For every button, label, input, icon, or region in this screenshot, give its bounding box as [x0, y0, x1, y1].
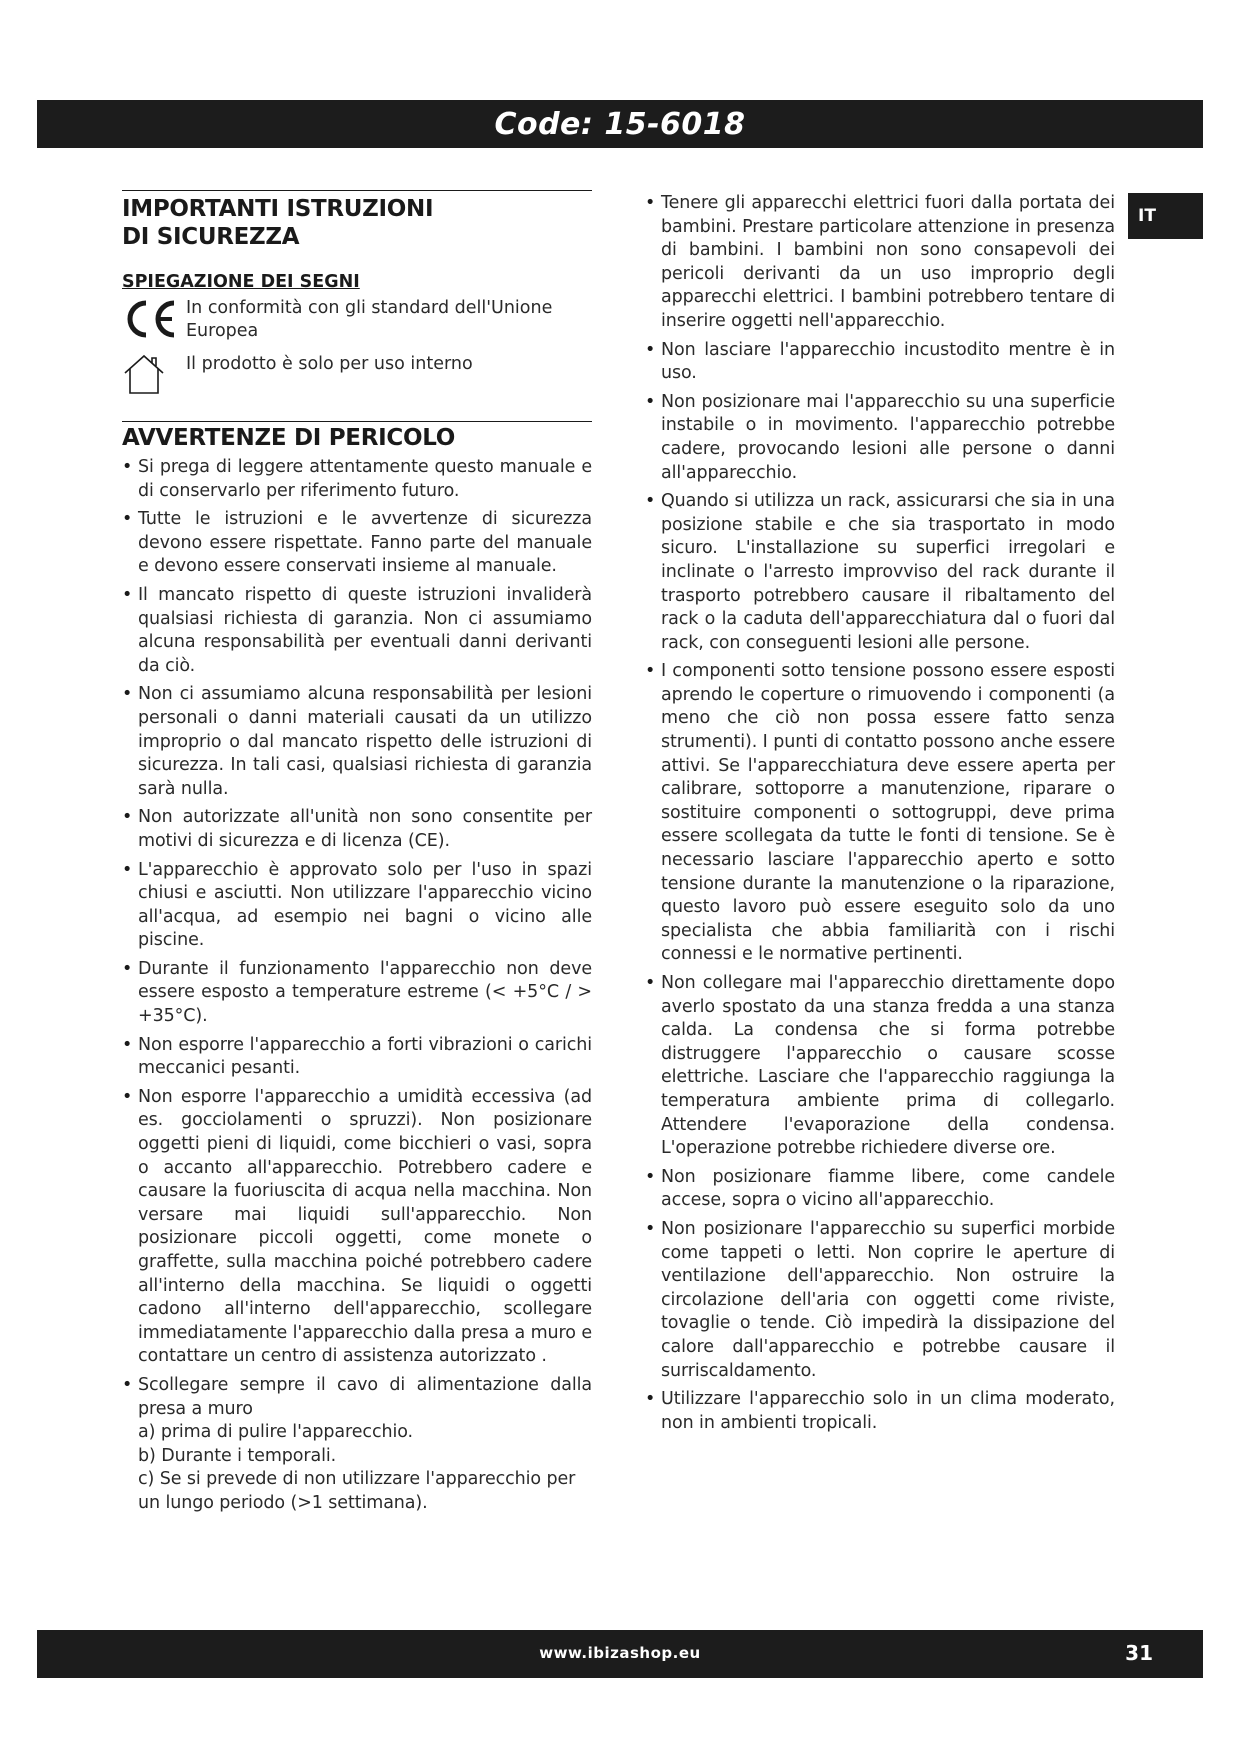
sign-ce-text: In conformità con gli standard dell'Unione Europea	[186, 298, 553, 341]
ce-mark-icon	[122, 297, 186, 345]
house-icon	[122, 353, 186, 399]
list-item: • Non posizionare l'apparecchio su superfici morbide come tappeti o letti. Non coprire le aperture di ventilazione dell'apparecchio. Non ostruire la circolazione dell'aria con oggetti come riviste, tovaglie o tende. Ciò impedirà la dissipazione del calore dall'apparecchio e potrebbe causare il surriscaldamento.	[645, 1218, 1115, 1383]
safety-title-line2: DI SICUREZZA	[122, 224, 300, 250]
list-item: • Non ci assumiamo alcuna responsabilità per lesioni personali o danni materiali causati da un utilizzo improprio o dal mancato rispetto delle istruzioni di sicurezza. In tali casi, qualsiasi richiesta di garanzia sarà nulla.	[122, 683, 592, 801]
section-divider	[122, 190, 592, 191]
list-item: • Utilizzare l'apparecchio solo in un clima moderato, non in ambienti tropicali.	[645, 1388, 1115, 1435]
header-bar	[37, 100, 1203, 148]
warnings-list-left	[122, 456, 592, 1516]
list-item: • Non esporre l'apparecchio a forti vibrazioni o carichi meccanici pesanti.	[122, 1034, 592, 1081]
sign-ce	[122, 297, 592, 345]
list-item: • Tenere gli apparecchi elettrici fuori dalla portata dei bambini. Prestare particolare attenzione in presenza di bambini. I bambini non sono consapevoli dei pericoli derivanti da un uso improprio degli apparecchi elettrici. I bambini potrebbero tentare di inserire oggetti nell'apparecchio.	[645, 192, 1115, 334]
list-item: • Durante il funzionamento l'apparecchio non deve essere esposto a temperature estreme (< +5°C / > +35°C).	[122, 958, 592, 1029]
warnings-title: AVVERTENZE DI PERICOLO	[122, 425, 455, 451]
list-item: • Si prega di leggere attentamente questo manuale e di conservarlo per riferimento futuro.	[122, 456, 592, 503]
list-item: • Non posizionare mai l'apparecchio su una superficie instabile o in movimento. l'apparecchio potrebbe cadere, provocando lesioni alle persone o danni all'apparecchio.	[645, 391, 1115, 485]
safety-title	[122, 195, 592, 251]
sign-indoor-text: Il prodotto è solo per uso interno	[186, 354, 473, 374]
website-link[interactable]: www.ibizashop.eu	[539, 1644, 701, 1662]
unplug-b: b) Durante i temporali.	[138, 1445, 337, 1466]
list-item: • I componenti sotto tensione possono essere esposti aprendo le coperture o rimuovendo i componenti (a meno che ciò non possa essere fatto senza strumenti). I punti di contatto possono anche essere attivi. Se l'apparecchiatura deve essere aperta per calibrare, sottoporre a manutenzione, riparare o sostituire componenti o sottogruppi, deve prima essere scollegata da tutte le fonti di tensione. Se è necessario lasciare l'apparecchio aperto e sotto tensione durante la manutenzione o la riparazione, questo lavoro può essere eseguito solo da uno specialista che abbia familiarità con i rischi connessi e le normative pertinenti.	[645, 660, 1115, 967]
unplug-c: c) Se si prevede di non utilizzare l'apparecchio per un lungo periodo (>1 settimana).	[138, 1469, 576, 1513]
product-code: Code: 15-6018	[494, 106, 746, 142]
footer-bar	[37, 1630, 1203, 1678]
left-column	[122, 190, 592, 1521]
list-item: • Non lasciare l'apparecchio incustodito mentre è in uso.	[645, 339, 1115, 386]
unplug-intro: • Scollegare sempre il cavo di alimentazione dalla presa a muro	[138, 1374, 592, 1419]
section-divider	[122, 421, 592, 422]
list-item: • Non collegare mai l'apparecchio direttamente dopo averlo spostato da una stanza fredda a una stanza calda. La condensa che si forma potrebbe distruggere l'apparecchio o causare scosse elettriche. Lasciare che l'apparecchio raggiunga la temperatura ambiente prima di collegarlo. Attendere l'evaporazione della condensa. L'operazione potrebbe richiedere diverse ore.	[645, 972, 1115, 1161]
list-item	[122, 1374, 592, 1516]
language-tab: IT	[1128, 193, 1203, 239]
list-item: • Tutte le istruzioni e le avvertenze di sicurezza devono essere rispettate. Fanno parte del manuale e devono essere conservati insieme al manuale.	[122, 508, 592, 579]
list-item: • Non posizionare fiamme libere, come candele accese, sopra o vicino all'apparecchio.	[645, 1166, 1115, 1213]
warnings-list-right	[645, 192, 1115, 1435]
right-column	[645, 192, 1115, 1440]
signs-heading: SPIEGAZIONE DEI SEGNI	[122, 272, 360, 292]
sign-indoor	[122, 353, 592, 399]
list-item: • Non esporre l'apparecchio a umidità eccessiva (ad es. gocciolamenti o spruzzi). Non posizionare oggetti pieni di liquidi, come bicchieri o vasi, sopra o accanto all'apparecchio. Potrebbero cadere e causare la fuoriuscita di acqua nella macchina. Non versare mai liquidi sull'apparecchio. Non posizionare piccoli oggetti, come monete o graffette, sulla macchina poiché potrebbero cadere all'interno della macchina. Se liquidi o oggetti cadono all'interno dell'apparecchio, scollegare immediatamente l'apparecchio dalla presa a muro e contattare un centro di assistenza autorizzato .	[122, 1086, 592, 1369]
unplug-a: a) prima di pulire l'apparecchio.	[138, 1422, 413, 1443]
page-number: 31	[1125, 1641, 1153, 1665]
list-item: • Il mancato rispetto di queste istruzioni invaliderà qualsiasi richiesta di garanzia. Non ci assumiamo alcuna responsabilità per eventuali danni derivanti da ciò.	[122, 584, 592, 678]
list-item: • Non autorizzate all'unità non sono consentite per motivi di sicurezza e di licenza (CE).	[122, 806, 592, 853]
list-item: • L'apparecchio è approvato solo per l'uso in spazi chiusi e asciutti. Non utilizzare l'apparecchio vicino all'acqua, ad esempio nei bagni o vicino alle piscine.	[122, 859, 592, 953]
safety-title-line1: IMPORTANTI ISTRUZIONI	[122, 196, 434, 222]
list-item: • Quando si utilizza un rack, assicurarsi che sia in una posizione stabile e che sia trasportato in modo sicuro. L'installazione su superfici irregolari e inclinate o l'arresto improvviso del rack durante il trasporto potrebbero causare il ribaltamento del rack o la caduta dell'apparecchiatura dal o fuori dal rack, con conseguenti lesioni alle persone.	[645, 490, 1115, 655]
